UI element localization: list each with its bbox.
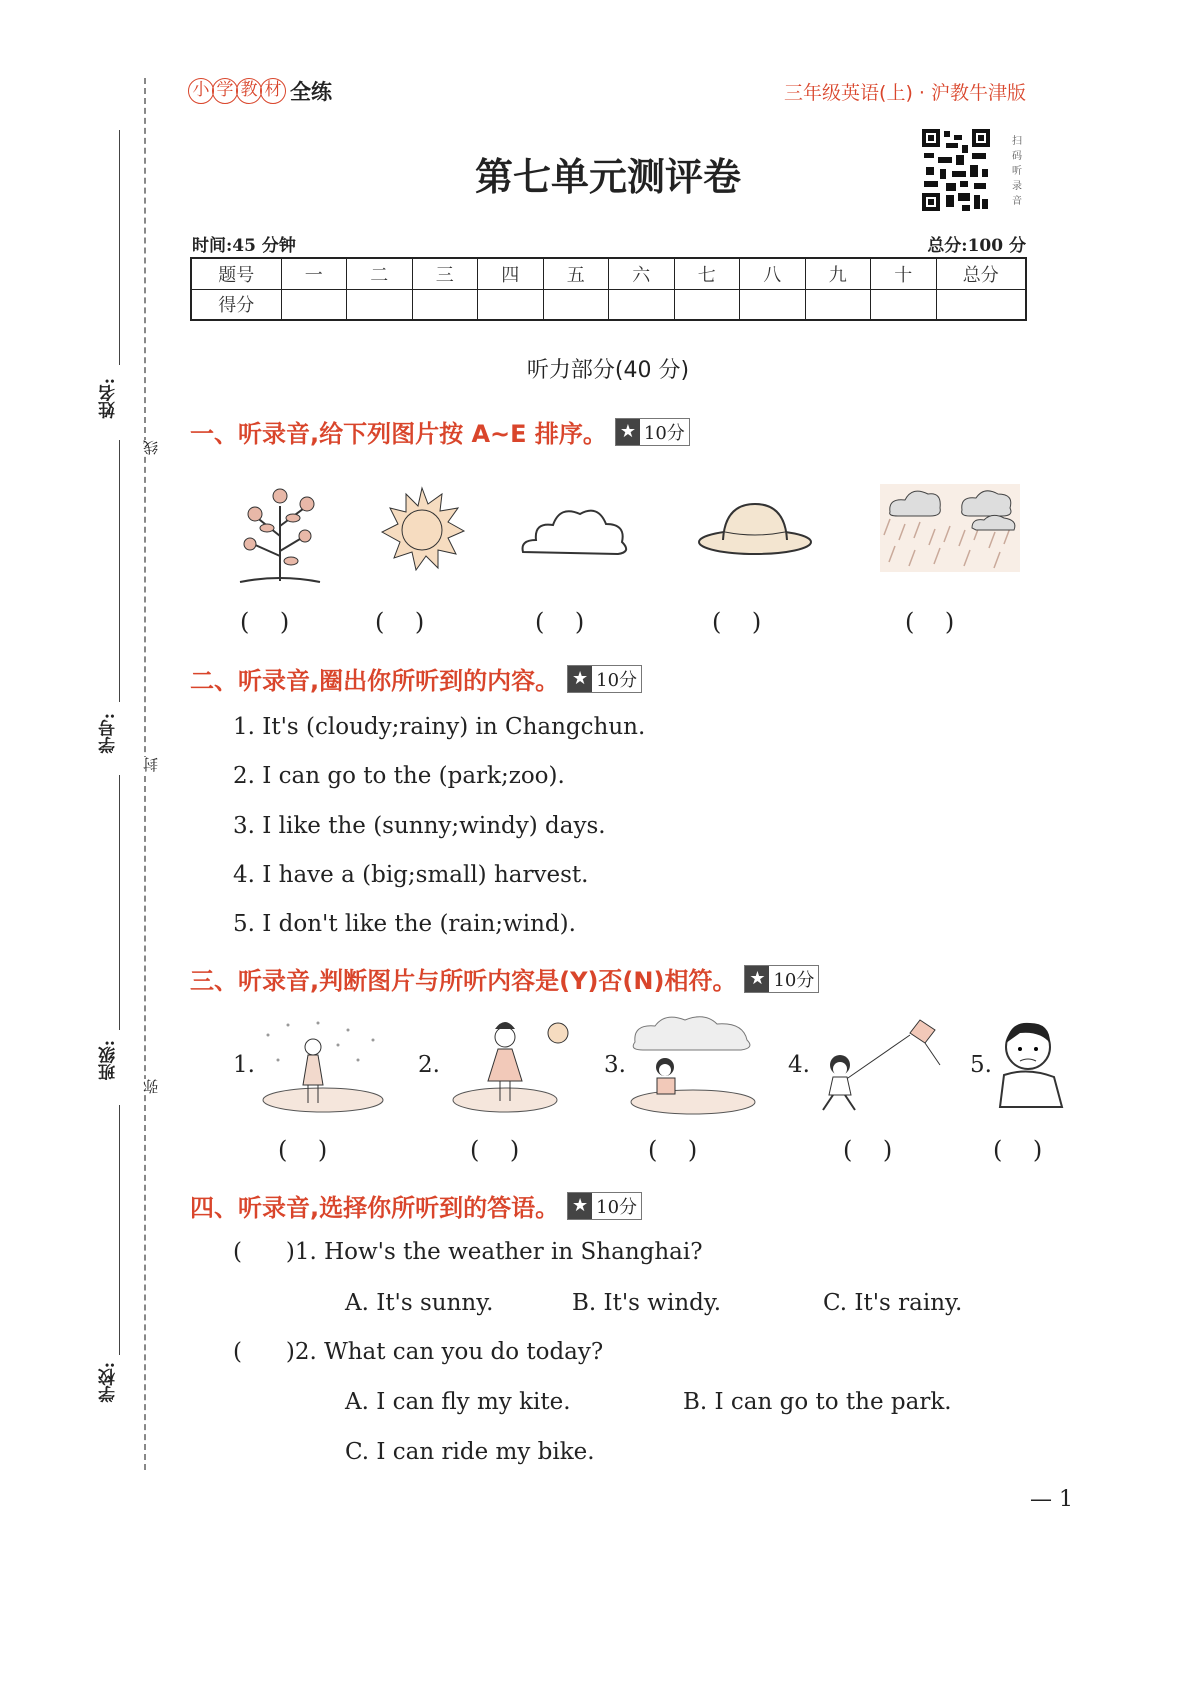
header-cell: 五	[543, 258, 609, 289]
logo-char: 小	[188, 78, 214, 104]
series-label: 三年级英语(上) · 沪教牛津版	[784, 82, 1026, 104]
school-label: 学校:	[99, 1362, 119, 1403]
name-label: 姓名:	[99, 378, 119, 419]
class-line	[119, 775, 120, 1030]
score-cell[interactable]	[674, 289, 740, 320]
cloud-picture	[518, 500, 633, 560]
header-cell: 六	[609, 258, 675, 289]
points-text: 10分	[643, 422, 685, 444]
section-3-heading	[190, 961, 819, 996]
section-1-heading	[190, 414, 690, 449]
circle-item[interactable]: 1. It's (cloudy;rainy) in Changchun.	[233, 714, 646, 740]
heading-text: 四、听录音,选择你所听到的答语。	[190, 1194, 560, 1222]
score-cell[interactable]	[740, 289, 806, 320]
section-4-heading	[190, 1188, 642, 1223]
snowy-girl-picture	[258, 1015, 388, 1115]
total-score: 总分:100 分	[927, 236, 1026, 256]
logo-char: 材	[260, 78, 286, 104]
answer-blank[interactable]: ( )	[233, 1339, 295, 1365]
sun-picture	[380, 486, 465, 571]
circle-item[interactable]: 2. I can go to the (park;zoo).	[233, 763, 565, 789]
score-cell[interactable]	[936, 289, 1026, 320]
header-cell: 一	[281, 258, 347, 289]
circle-item[interactable]: 4. I have a (big;small) harvest.	[233, 862, 589, 888]
header-cell: 十	[871, 258, 937, 289]
tree-with-flowers-picture	[225, 466, 335, 586]
logo-suffix: 全练	[290, 80, 332, 104]
cloudy-girl-picture	[625, 1012, 760, 1117]
seal-char-close: 弥	[142, 1079, 160, 1094]
star-icon: ★	[568, 666, 592, 692]
header-cell: 七	[674, 258, 740, 289]
picture-number: 5.	[970, 1052, 992, 1078]
score-table	[190, 257, 1027, 321]
picture-number: 3.	[604, 1052, 626, 1078]
score-cell[interactable]	[543, 289, 609, 320]
class-label: 班级:	[99, 1040, 119, 1081]
score-row-label: 得分	[191, 289, 281, 320]
header-cell: 四	[478, 258, 544, 289]
points-badge	[615, 418, 690, 446]
question-text: 2. What can you do today?	[294, 1339, 604, 1365]
star-icon: ★	[568, 1193, 592, 1219]
header-cell: 三	[412, 258, 478, 289]
logo-char: 学	[212, 78, 238, 104]
page-number: — 1	[1030, 1487, 1073, 1512]
header-cell: 题号	[191, 258, 281, 289]
binding-fold-line	[144, 78, 146, 1470]
student-id-label: 学号:	[99, 713, 119, 754]
qr-code-icon[interactable]	[922, 129, 990, 211]
qr-caption: 扫码听录音	[1012, 136, 1022, 207]
picture-number: 1.	[233, 1052, 255, 1078]
header-cell: 八	[740, 258, 806, 289]
star-icon: ★	[745, 966, 769, 992]
points-badge	[567, 665, 642, 693]
score-cell[interactable]	[805, 289, 871, 320]
brand-logo	[188, 76, 332, 106]
section-2-heading	[190, 661, 642, 696]
points-badge	[567, 1192, 642, 1220]
option: A. It's sunny.	[345, 1290, 494, 1316]
circle-item[interactable]: 5. I don't like the (rain;wind).	[233, 911, 576, 937]
hat-picture	[695, 498, 815, 558]
answer-blank[interactable]: ( )	[905, 608, 955, 636]
answer-blank[interactable]: ( )	[648, 1136, 698, 1164]
option: B. It's windy.	[572, 1290, 722, 1316]
heading-text: 二、听录音,圈出你所听到的内容。	[190, 667, 560, 695]
score-cell[interactable]	[871, 289, 937, 320]
question-text: 1. How's the weather in Shanghai?	[294, 1239, 703, 1265]
header-cell: 总分	[936, 258, 1026, 289]
header-cell: 二	[347, 258, 413, 289]
points-text: 10分	[773, 969, 815, 991]
answer-blank[interactable]: ( )	[233, 1239, 295, 1265]
part-title: 听力部分(40 分)	[526, 358, 690, 383]
option: A. I can fly my kite.	[345, 1389, 571, 1415]
picture-number: 2.	[418, 1052, 440, 1078]
option: C. I can ride my bike.	[345, 1439, 595, 1465]
points-badge	[744, 965, 819, 993]
heading-text: 一、听录音,给下列图片按 A~E 排序。	[190, 420, 607, 448]
score-cell[interactable]	[281, 289, 347, 320]
page-title: 第七单元测评卷	[474, 155, 741, 199]
answer-blank[interactable]: ( )	[712, 608, 762, 636]
option: B. I can go to the park.	[683, 1389, 952, 1415]
option: C. It's rainy.	[823, 1290, 963, 1316]
logo-char: 教	[236, 78, 262, 104]
rain-clouds-picture	[880, 484, 1020, 572]
answer-blank[interactable]: ( )	[843, 1136, 893, 1164]
question-1	[233, 1239, 703, 1265]
answer-blank[interactable]: ( )	[375, 608, 425, 636]
picture-number: 4.	[788, 1052, 810, 1078]
student-id-line	[119, 440, 120, 702]
time-limit: 时间:45 分钟	[192, 236, 296, 256]
score-cell[interactable]	[609, 289, 675, 320]
score-cell[interactable]	[347, 289, 413, 320]
header-cell: 九	[805, 258, 871, 289]
score-cell[interactable]	[478, 289, 544, 320]
school-line	[119, 1105, 120, 1355]
answer-blank[interactable]: ( )	[993, 1136, 1043, 1164]
points-text: 10分	[596, 669, 638, 691]
answer-blank[interactable]: ( )	[535, 608, 585, 636]
heading-text: 三、听录音,判断图片与所听内容是(Y)否(N)相符。	[190, 967, 737, 995]
answer-blank[interactable]: ( )	[470, 1136, 520, 1164]
kite-boy-picture	[815, 1015, 945, 1115]
score-cell[interactable]	[412, 289, 478, 320]
seal-char-line: 线	[142, 440, 160, 455]
question-2	[233, 1339, 603, 1365]
man-picture	[990, 1015, 1080, 1115]
star-icon: ★	[616, 419, 640, 445]
seal-char-seal: 封	[142, 757, 160, 772]
sunny-girl-picture	[450, 1015, 580, 1115]
answer-blank[interactable]: ( )	[278, 1136, 328, 1164]
answer-blank[interactable]: ( )	[240, 608, 290, 636]
points-text: 10分	[596, 1196, 638, 1218]
circle-item[interactable]: 3. I like the (sunny;windy) days.	[233, 813, 606, 839]
